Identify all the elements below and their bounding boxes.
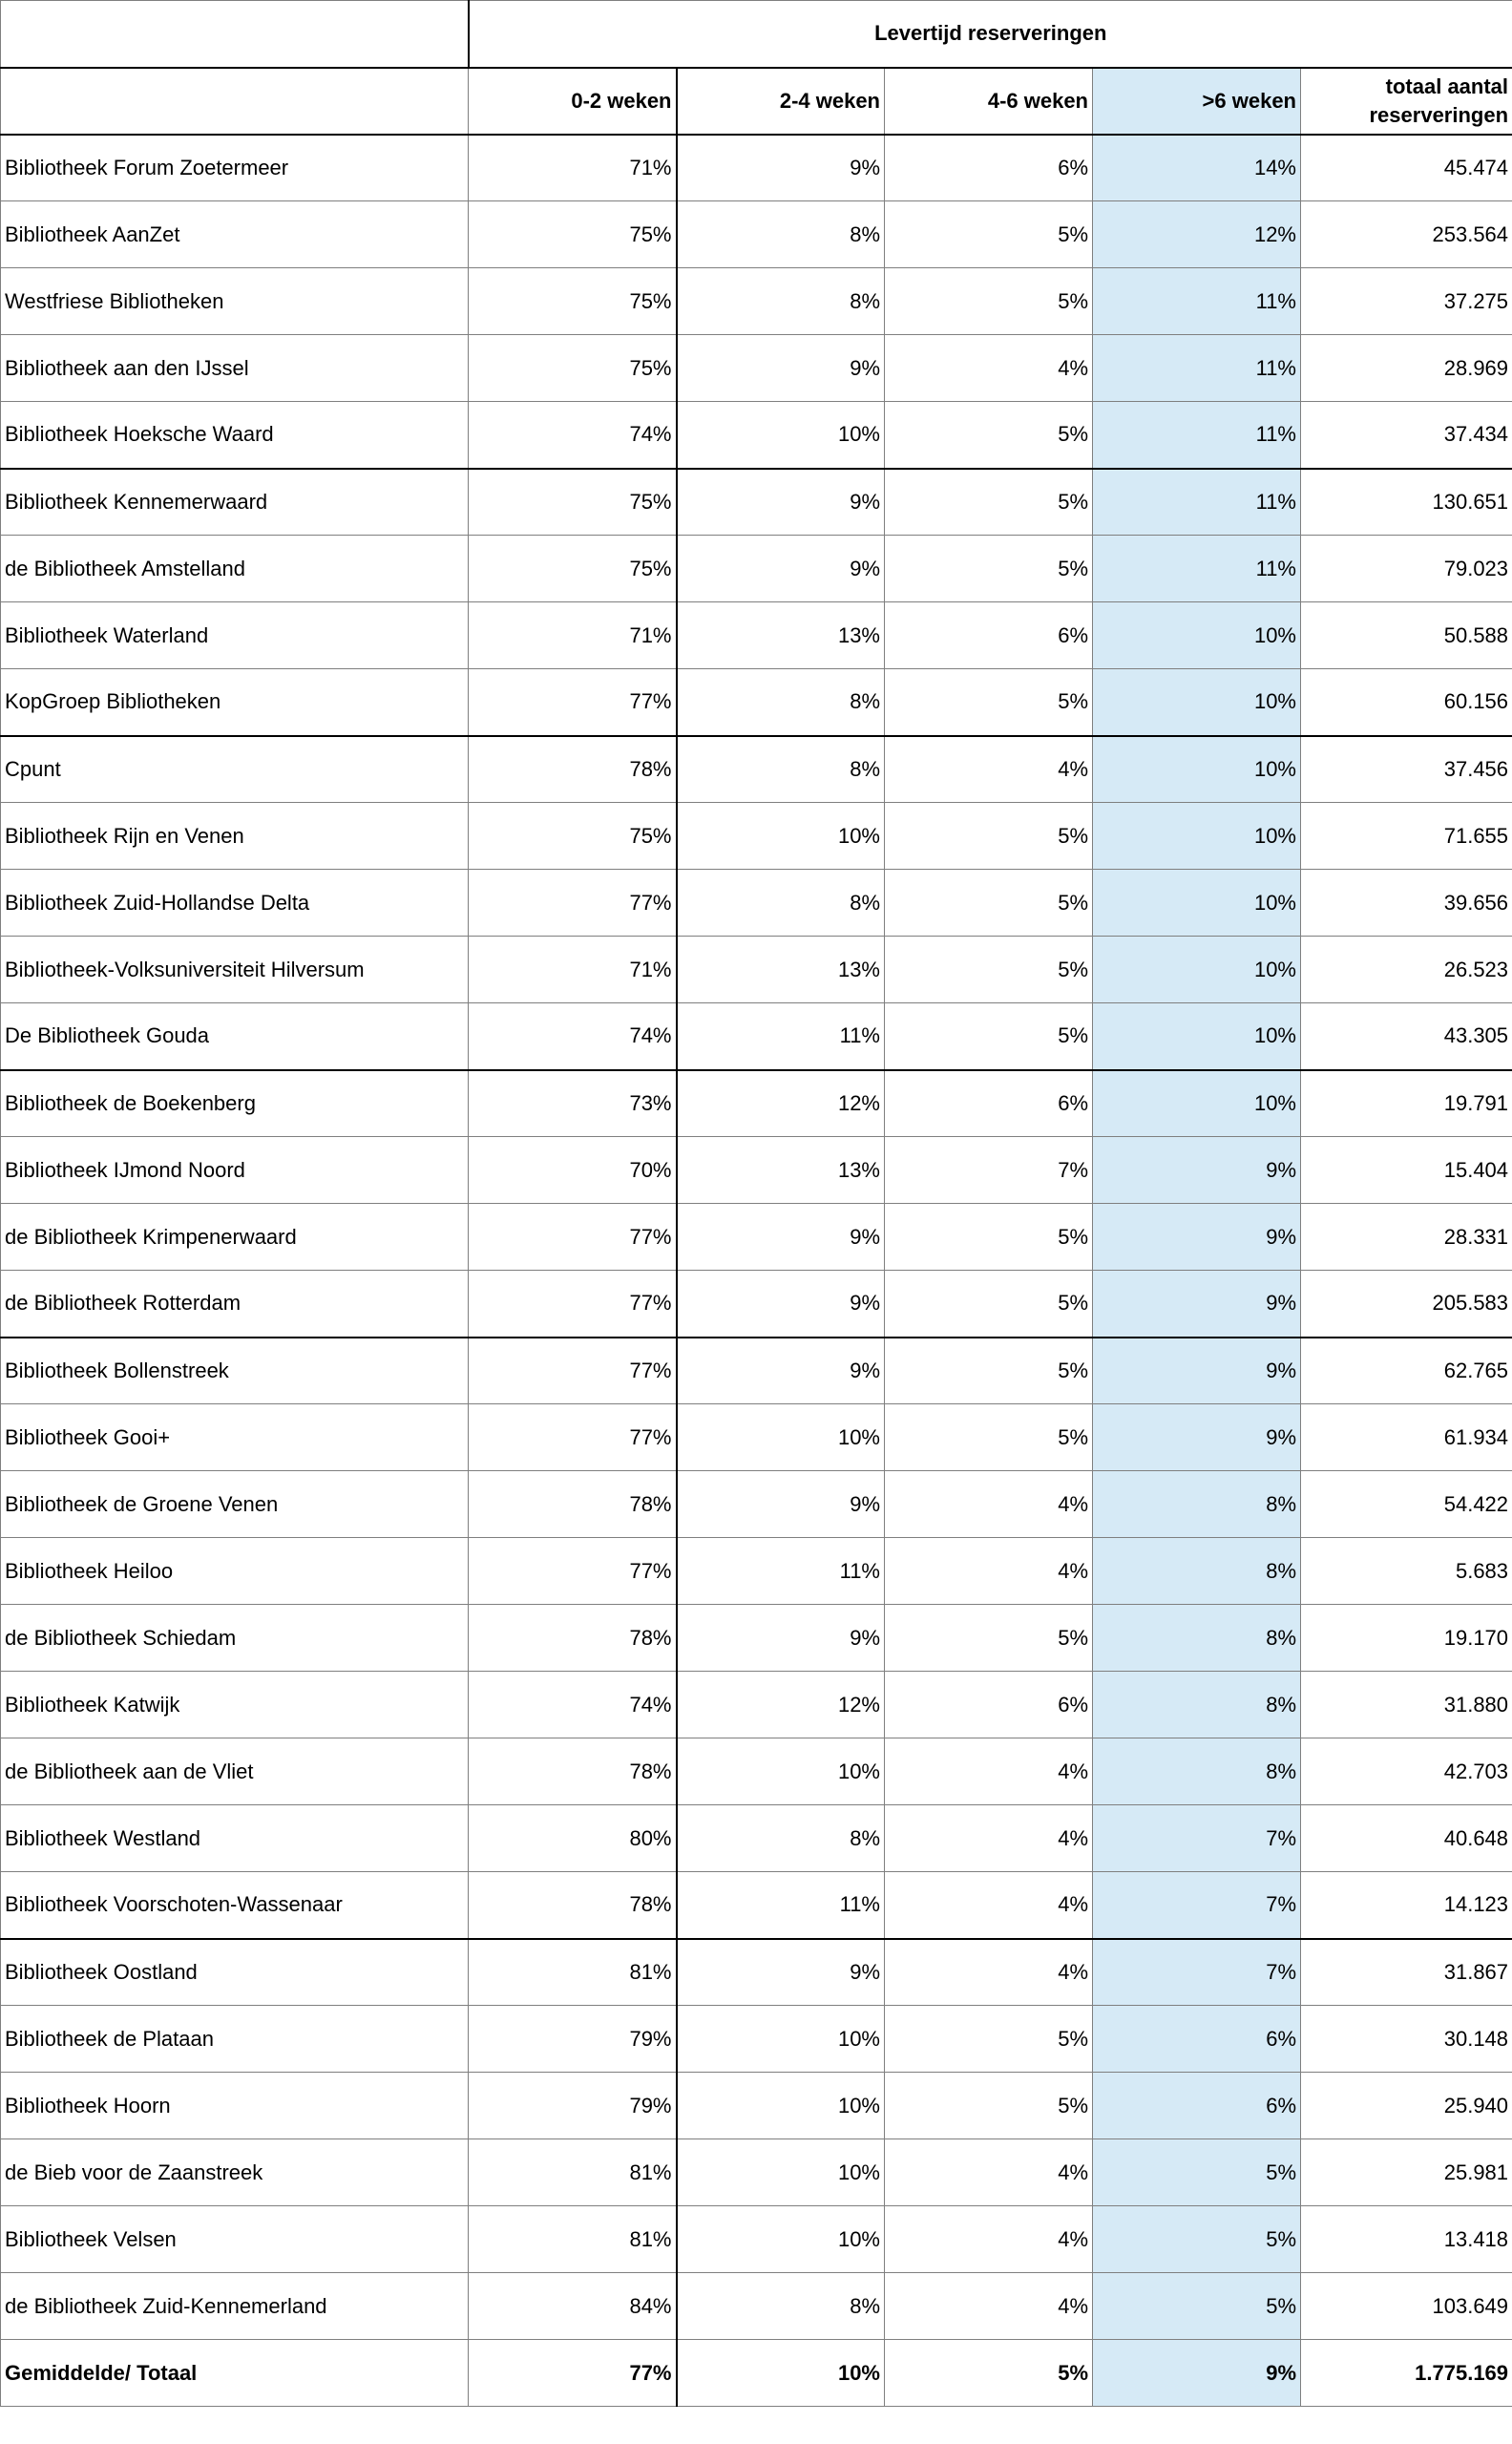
cell-2-4-weken: 9% — [677, 1338, 885, 1404]
cell-4-6-weken: 5% — [885, 1605, 1093, 1672]
column-header-2-4: 2-4 weken — [677, 68, 885, 135]
library-name-cell: Bibliotheek Voorschoten-Wassenaar — [1, 1872, 469, 1939]
cell-0-2-weken: 78% — [469, 1605, 677, 1672]
cell-total-reserveringen: 37.275 — [1301, 268, 1512, 335]
cell-2-4-weken: 8% — [677, 669, 885, 736]
library-name-cell: Bibliotheek Hoeksche Waard — [1, 402, 469, 469]
cell-4-6-weken: 5% — [885, 1338, 1093, 1404]
cell-2-4-weken: 10% — [677, 2073, 885, 2139]
library-name-cell: Bibliotheek de Boekenberg — [1, 1070, 469, 1137]
library-name-cell: Bibliotheek Kennemerwaard — [1, 469, 469, 536]
cell-total-reserveringen: 5.683 — [1301, 1538, 1512, 1605]
cell-2-4-weken: 9% — [677, 135, 885, 201]
total-row — [1, 2340, 1512, 2407]
cell-4-6-weken: 4% — [885, 1939, 1093, 2006]
cell-0-2-weken: 70% — [469, 1137, 677, 1204]
cell-6plus-weken: 14% — [1093, 135, 1301, 201]
cell-4-6-weken: 5% — [885, 669, 1093, 736]
cell-0-2-weken: 75% — [469, 201, 677, 268]
cell-0-2-weken: 75% — [469, 335, 677, 402]
library-name-cell: Bibliotheek Rijn en Venen — [1, 803, 469, 870]
library-name-cell: Bibliotheek AanZet — [1, 201, 469, 268]
cell-2-4-weken: 12% — [677, 1070, 885, 1137]
cell-4-6-weken: 5% — [885, 1404, 1093, 1471]
cell-4-6-weken: 6% — [885, 1070, 1093, 1137]
cell-2-4-weken: 8% — [677, 736, 885, 803]
cell-0-2-weken: 74% — [469, 402, 677, 469]
table-row — [1, 1003, 1512, 1070]
cell-0-2-weken: 71% — [469, 602, 677, 669]
cell-0-2-weken: 78% — [469, 1872, 677, 1939]
cell-4-6-weken: 4% — [885, 1738, 1093, 1805]
cell-total-reserveringen: 253.564 — [1301, 201, 1512, 268]
cell-2-4-weken: 9% — [677, 1605, 885, 1672]
cell-2-4-weken: 10% — [677, 402, 885, 469]
table-row — [1, 1471, 1512, 1538]
cell-0-2-weken: 81% — [469, 2206, 677, 2273]
table-row — [1, 2206, 1512, 2273]
cell-0-2-weken: 77% — [469, 1404, 677, 1471]
cell-6plus-weken: 11% — [1093, 335, 1301, 402]
table-row — [1, 2139, 1512, 2206]
table-row — [1, 1538, 1512, 1605]
cell-2-4-weken: 9% — [677, 335, 885, 402]
cell-total-reserveringen: 50.588 — [1301, 602, 1512, 669]
cell-0-2-weken: 77% — [469, 1538, 677, 1605]
cell-6plus-weken: 7% — [1093, 1805, 1301, 1872]
cell-2-4-weken: 9% — [677, 1271, 885, 1338]
cell-total-reserveringen: 28.969 — [1301, 335, 1512, 402]
cell-2-4-weken: 10% — [677, 2340, 885, 2407]
cell-total-reserveringen: 37.434 — [1301, 402, 1512, 469]
column-header-0-2: 0-2 weken — [469, 68, 677, 135]
table-row — [1, 870, 1512, 937]
cell-total-reserveringen: 37.456 — [1301, 736, 1512, 803]
table-row — [1, 803, 1512, 870]
table-row — [1, 736, 1512, 803]
table-row — [1, 1271, 1512, 1338]
library-name-cell: Westfriese Bibliotheken — [1, 268, 469, 335]
cell-0-2-weken: 77% — [469, 669, 677, 736]
table-row — [1, 135, 1512, 201]
cell-0-2-weken: 77% — [469, 1204, 677, 1271]
cell-4-6-weken: 5% — [885, 870, 1093, 937]
cell-4-6-weken: 5% — [885, 1204, 1093, 1271]
cell-total-reserveringen: 60.156 — [1301, 669, 1512, 736]
cell-6plus-weken: 11% — [1093, 268, 1301, 335]
cell-total-reserveringen: 25.981 — [1301, 2139, 1512, 2206]
table-row — [1, 469, 1512, 536]
cell-4-6-weken: 4% — [885, 736, 1093, 803]
cell-total-reserveringen: 45.474 — [1301, 135, 1512, 201]
cell-6plus-weken: 6% — [1093, 2073, 1301, 2139]
table-row — [1, 536, 1512, 602]
library-name-cell: Bibliotheek IJmond Noord — [1, 1137, 469, 1204]
cell-total-reserveringen: 43.305 — [1301, 1003, 1512, 1070]
column-header-row — [1, 68, 1512, 135]
cell-6plus-weken: 6% — [1093, 2006, 1301, 2073]
cell-0-2-weken: 78% — [469, 1738, 677, 1805]
cell-0-2-weken: 75% — [469, 536, 677, 602]
cell-6plus-weken: 9% — [1093, 1338, 1301, 1404]
cell-total-reserveringen: 31.880 — [1301, 1672, 1512, 1738]
cell-6plus-weken: 5% — [1093, 2139, 1301, 2206]
column-header-4-6: 4-6 weken — [885, 68, 1093, 135]
table-row — [1, 2073, 1512, 2139]
group-title: Levertijd reserveringen — [469, 1, 1512, 68]
library-name-cell: Bibliotheek Westland — [1, 1805, 469, 1872]
library-name-cell: de Bibliotheek Rotterdam — [1, 1271, 469, 1338]
cell-4-6-weken: 4% — [885, 1471, 1093, 1538]
cell-6plus-weken: 9% — [1093, 1404, 1301, 1471]
cell-4-6-weken: 5% — [885, 536, 1093, 602]
cell-4-6-weken: 5% — [885, 1003, 1093, 1070]
cell-4-6-weken: 4% — [885, 1872, 1093, 1939]
cell-4-6-weken: 4% — [885, 1805, 1093, 1872]
cell-0-2-weken: 74% — [469, 1003, 677, 1070]
cell-6plus-weken: 7% — [1093, 1872, 1301, 1939]
cell-6plus-weken: 10% — [1093, 1070, 1301, 1137]
cell-4-6-weken: 5% — [885, 201, 1093, 268]
cell-2-4-weken: 11% — [677, 1872, 885, 1939]
table-row — [1, 1805, 1512, 1872]
cell-4-6-weken: 5% — [885, 937, 1093, 1003]
cell-0-2-weken: 78% — [469, 736, 677, 803]
cell-6plus-weken: 11% — [1093, 469, 1301, 536]
cell-0-2-weken: 71% — [469, 135, 677, 201]
cell-4-6-weken: 6% — [885, 135, 1093, 201]
cell-2-4-weken: 8% — [677, 268, 885, 335]
cell-total-reserveringen: 31.867 — [1301, 1939, 1512, 2006]
library-name-cell: Bibliotheek Gooi+ — [1, 1404, 469, 1471]
cell-total-reserveringen: 79.023 — [1301, 536, 1512, 602]
table-row — [1, 335, 1512, 402]
cell-total-reserveringen: 13.418 — [1301, 2206, 1512, 2273]
library-name-cell: de Bibliotheek Zuid-Kennemerland — [1, 2273, 469, 2340]
cell-total-reserveringen: 71.655 — [1301, 803, 1512, 870]
library-name-cell: de Bibliotheek Schiedam — [1, 1605, 469, 1672]
library-name-cell: Bibliotheek aan den IJssel — [1, 335, 469, 402]
table-row — [1, 1404, 1512, 1471]
cell-6plus-weken: 11% — [1093, 402, 1301, 469]
cell-total-reserveringen: 54.422 — [1301, 1471, 1512, 1538]
table-row — [1, 602, 1512, 669]
cell-6plus-weken: 7% — [1093, 1939, 1301, 2006]
cell-total-reserveringen: 39.656 — [1301, 870, 1512, 937]
table-row — [1, 1939, 1512, 2006]
table-row — [1, 1738, 1512, 1805]
cell-6plus-weken: 5% — [1093, 2273, 1301, 2340]
cell-6plus-weken: 12% — [1093, 201, 1301, 268]
cell-0-2-weken: 79% — [469, 2073, 677, 2139]
column-header-6plus: >6 weken — [1093, 68, 1301, 135]
library-name-cell: KopGroep Bibliotheken — [1, 669, 469, 736]
cell-0-2-weken: 75% — [469, 268, 677, 335]
cell-total-reserveringen: 19.170 — [1301, 1605, 1512, 1672]
table-row — [1, 201, 1512, 268]
cell-2-4-weken: 10% — [677, 2206, 885, 2273]
table-row — [1, 1872, 1512, 1939]
cell-6plus-weken: 8% — [1093, 1738, 1301, 1805]
cell-4-6-weken: 6% — [885, 602, 1093, 669]
library-name-cell: Bibliotheek Katwijk — [1, 1672, 469, 1738]
cell-0-2-weken: 81% — [469, 1939, 677, 2006]
cell-0-2-weken: 77% — [469, 2340, 677, 2407]
cell-0-2-weken: 73% — [469, 1070, 677, 1137]
cell-2-4-weken: 10% — [677, 803, 885, 870]
cell-total-reserveringen: 62.765 — [1301, 1338, 1512, 1404]
cell-4-6-weken: 5% — [885, 268, 1093, 335]
cell-0-2-weken: 75% — [469, 803, 677, 870]
cell-6plus-weken: 10% — [1093, 803, 1301, 870]
library-name-cell: Gemiddelde/ Totaal — [1, 2340, 469, 2407]
cell-total-reserveringen: 15.404 — [1301, 1137, 1512, 1204]
cell-total-reserveringen: 26.523 — [1301, 937, 1512, 1003]
cell-2-4-weken: 9% — [677, 1204, 885, 1271]
cell-2-4-weken: 9% — [677, 1471, 885, 1538]
cell-6plus-weken: 10% — [1093, 602, 1301, 669]
table-row — [1, 1204, 1512, 1271]
column-header-total: totaal aantal reserveringen — [1301, 68, 1512, 135]
cell-2-4-weken: 9% — [677, 469, 885, 536]
table-row — [1, 1672, 1512, 1738]
cell-total-reserveringen: 61.934 — [1301, 1404, 1512, 1471]
cell-0-2-weken: 77% — [469, 870, 677, 937]
cell-2-4-weken: 9% — [677, 1939, 885, 2006]
cell-total-reserveringen: 42.703 — [1301, 1738, 1512, 1805]
table-row — [1, 2273, 1512, 2340]
cell-2-4-weken: 10% — [677, 1738, 885, 1805]
cell-4-6-weken: 7% — [885, 1137, 1093, 1204]
cell-total-reserveringen: 19.791 — [1301, 1070, 1512, 1137]
cell-4-6-weken: 5% — [885, 803, 1093, 870]
cell-4-6-weken: 4% — [885, 1538, 1093, 1605]
cell-0-2-weken: 74% — [469, 1672, 677, 1738]
library-name-cell: de Bibliotheek Krimpenerwaard — [1, 1204, 469, 1271]
cell-4-6-weken: 4% — [885, 2206, 1093, 2273]
cell-2-4-weken: 8% — [677, 201, 885, 268]
cell-total-reserveringen: 25.940 — [1301, 2073, 1512, 2139]
cell-6plus-weken: 10% — [1093, 736, 1301, 803]
table-row — [1, 2006, 1512, 2073]
library-name-cell: Bibliotheek de Plataan — [1, 2006, 469, 2073]
cell-total-reserveringen: 40.648 — [1301, 1805, 1512, 1872]
cell-2-4-weken: 8% — [677, 2273, 885, 2340]
cell-2-4-weken: 9% — [677, 536, 885, 602]
library-name-cell: de Bibliotheek aan de Vliet — [1, 1738, 469, 1805]
library-name-cell: Bibliotheek Waterland — [1, 602, 469, 669]
cell-4-6-weken: 4% — [885, 2273, 1093, 2340]
cell-6plus-weken: 9% — [1093, 1137, 1301, 1204]
cell-2-4-weken: 13% — [677, 602, 885, 669]
cell-total-reserveringen: 1.775.169 — [1301, 2340, 1512, 2407]
table-row — [1, 937, 1512, 1003]
cell-0-2-weken: 84% — [469, 2273, 677, 2340]
table-body — [1, 135, 1512, 2407]
table-row — [1, 402, 1512, 469]
cell-4-6-weken: 5% — [885, 1271, 1093, 1338]
cell-6plus-weken: 10% — [1093, 937, 1301, 1003]
cell-total-reserveringen: 28.331 — [1301, 1204, 1512, 1271]
cell-6plus-weken: 8% — [1093, 1672, 1301, 1738]
table-row — [1, 669, 1512, 736]
cell-4-6-weken: 5% — [885, 2006, 1093, 2073]
cell-4-6-weken: 6% — [885, 1672, 1093, 1738]
cell-6plus-weken: 9% — [1093, 1271, 1301, 1338]
cell-6plus-weken: 9% — [1093, 1204, 1301, 1271]
library-name-cell: Bibliotheek Bollenstreek — [1, 1338, 469, 1404]
cell-2-4-weken: 10% — [677, 1404, 885, 1471]
table-row — [1, 1137, 1512, 1204]
table-row — [1, 268, 1512, 335]
cell-4-6-weken: 5% — [885, 469, 1093, 536]
table-row — [1, 1605, 1512, 1672]
cell-2-4-weken: 11% — [677, 1538, 885, 1605]
cell-total-reserveringen: 205.583 — [1301, 1271, 1512, 1338]
cell-4-6-weken: 5% — [885, 2073, 1093, 2139]
library-name-cell: Bibliotheek Hoorn — [1, 2073, 469, 2139]
cell-2-4-weken: 13% — [677, 937, 885, 1003]
cell-total-reserveringen: 14.123 — [1301, 1872, 1512, 1939]
cell-2-4-weken: 13% — [677, 1137, 885, 1204]
cell-6plus-weken: 10% — [1093, 870, 1301, 937]
cell-6plus-weken: 8% — [1093, 1605, 1301, 1672]
cell-total-reserveringen: 30.148 — [1301, 2006, 1512, 2073]
cell-4-6-weken: 5% — [885, 2340, 1093, 2407]
cell-total-reserveringen: 130.651 — [1301, 469, 1512, 536]
library-name-cell: de Bieb voor de Zaanstreek — [1, 2139, 469, 2206]
cell-6plus-weken: 10% — [1093, 1003, 1301, 1070]
cell-2-4-weken: 10% — [677, 2006, 885, 2073]
cell-0-2-weken: 71% — [469, 937, 677, 1003]
cell-6plus-weken: 9% — [1093, 2340, 1301, 2407]
cell-2-4-weken: 8% — [677, 870, 885, 937]
cell-4-6-weken: 5% — [885, 402, 1093, 469]
library-name-cell: Bibliotheek Zuid-Hollandse Delta — [1, 870, 469, 937]
cell-6plus-weken: 10% — [1093, 669, 1301, 736]
cell-0-2-weken: 78% — [469, 1471, 677, 1538]
cell-0-2-weken: 77% — [469, 1338, 677, 1404]
table-row — [1, 1070, 1512, 1137]
library-name-cell: Bibliotheek de Groene Venen — [1, 1471, 469, 1538]
cell-2-4-weken: 10% — [677, 2139, 885, 2206]
cell-6plus-weken: 8% — [1093, 1471, 1301, 1538]
empty-corner-cell — [1, 1, 469, 68]
library-name-cell: Bibliotheek Heiloo — [1, 1538, 469, 1605]
name-column-header — [1, 68, 469, 135]
cell-6plus-weken: 11% — [1093, 536, 1301, 602]
cell-4-6-weken: 4% — [885, 2139, 1093, 2206]
library-name-cell: Bibliotheek-Volksuniversiteit Hilversum — [1, 937, 469, 1003]
cell-0-2-weken: 75% — [469, 469, 677, 536]
library-name-cell: De Bibliotheek Gouda — [1, 1003, 469, 1070]
library-name-cell: Bibliotheek Velsen — [1, 2206, 469, 2273]
library-name-cell: Cpunt — [1, 736, 469, 803]
cell-2-4-weken: 12% — [677, 1672, 885, 1738]
library-name-cell: Bibliotheek Oostland — [1, 1939, 469, 2006]
library-name-cell: de Bibliotheek Amstelland — [1, 536, 469, 602]
cell-2-4-weken: 11% — [677, 1003, 885, 1070]
table-header — [1, 1, 1512, 135]
cell-0-2-weken: 77% — [469, 1271, 677, 1338]
library-name-cell: Bibliotheek Forum Zoetermeer — [1, 135, 469, 201]
cell-0-2-weken: 80% — [469, 1805, 677, 1872]
group-header-row — [1, 1, 1512, 68]
table-row — [1, 1338, 1512, 1404]
cell-4-6-weken: 4% — [885, 335, 1093, 402]
cell-2-4-weken: 8% — [677, 1805, 885, 1872]
cell-6plus-weken: 8% — [1093, 1538, 1301, 1605]
cell-6plus-weken: 5% — [1093, 2206, 1301, 2273]
cell-0-2-weken: 81% — [469, 2139, 677, 2206]
cell-0-2-weken: 79% — [469, 2006, 677, 2073]
cell-total-reserveringen: 103.649 — [1301, 2273, 1512, 2340]
